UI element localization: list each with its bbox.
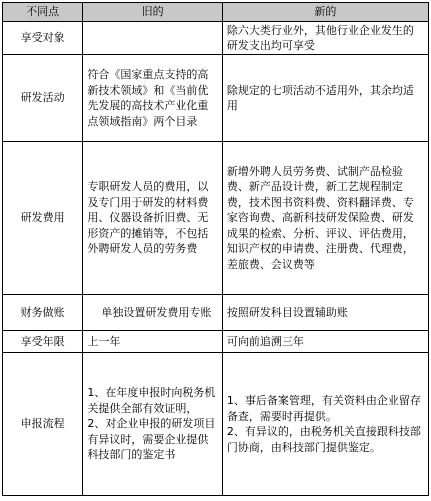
row-label: 享受年限: [3, 331, 83, 353]
table-row: [3, 353, 429, 496]
new-cell: 新增外聘人员劳务费、试制产品检验费、新产品设计费，新工艺规程制定费，技术图书资料费、资料翻译费、专家咨询费、高新科技研发保险费、研发成果的检索、分析、评议、评估费用，知识产权的申请费、注册费、代理费，差旅费、会议费等: [222, 142, 428, 295]
new-cell: 除六大类行业外，其他行业企业发生的研发支出均可享受: [222, 22, 428, 55]
table-row: [3, 22, 429, 55]
new-cell: 除规定的七项活动不适用外，其余均适用: [222, 55, 428, 142]
header-new: 新的: [222, 3, 428, 22]
header-old: 旧的: [83, 3, 223, 22]
old-cell: 符合《国家重点支持的高新技术领域》和《当前优先发展的高技术产业化重点领域指南》两个目录: [83, 55, 223, 142]
old-cell: 上一年: [83, 331, 223, 353]
old-cell: 1、在年度申报时向税务机关提供全部有效证明， 2、对企业申报的研发项目有异议时，需要企业提供科技部门的鉴定书: [83, 353, 223, 496]
table-row: [3, 55, 429, 142]
header-row: [3, 3, 429, 22]
old-cell: 单独设置研发费用专账: [83, 295, 223, 331]
old-cell: [83, 22, 223, 55]
comparison-table-wrapper: [2, 2, 429, 496]
row-label: 研发费用: [3, 142, 83, 295]
row-label: 研发活动: [3, 55, 83, 142]
row-label: 享受对象: [3, 22, 83, 55]
new-cell: 按照研发科目设置辅助账: [222, 295, 428, 331]
table-row: [3, 331, 429, 353]
table-row: [3, 295, 429, 331]
header-difference: 不同点: [3, 3, 83, 22]
table-row: [3, 142, 429, 295]
old-cell: 专职研发人员的费用，以及专门用于研发的材料费用、仪器设备折旧费、无形资产的摊销等，不包括外聘研发人员的劳务费: [83, 142, 223, 295]
comparison-table: [2, 2, 429, 496]
new-cell: 1、事后备案管理，有关资料由企业留存备查，需要时再提供。 2、有异议的，由税务机关直接跟科技部门协商，由科技部门提供鉴定。: [222, 353, 428, 496]
new-cell: 可向前追溯三年: [222, 331, 428, 353]
row-label: 财务做账: [3, 295, 83, 331]
row-label: 申报流程: [3, 353, 83, 496]
